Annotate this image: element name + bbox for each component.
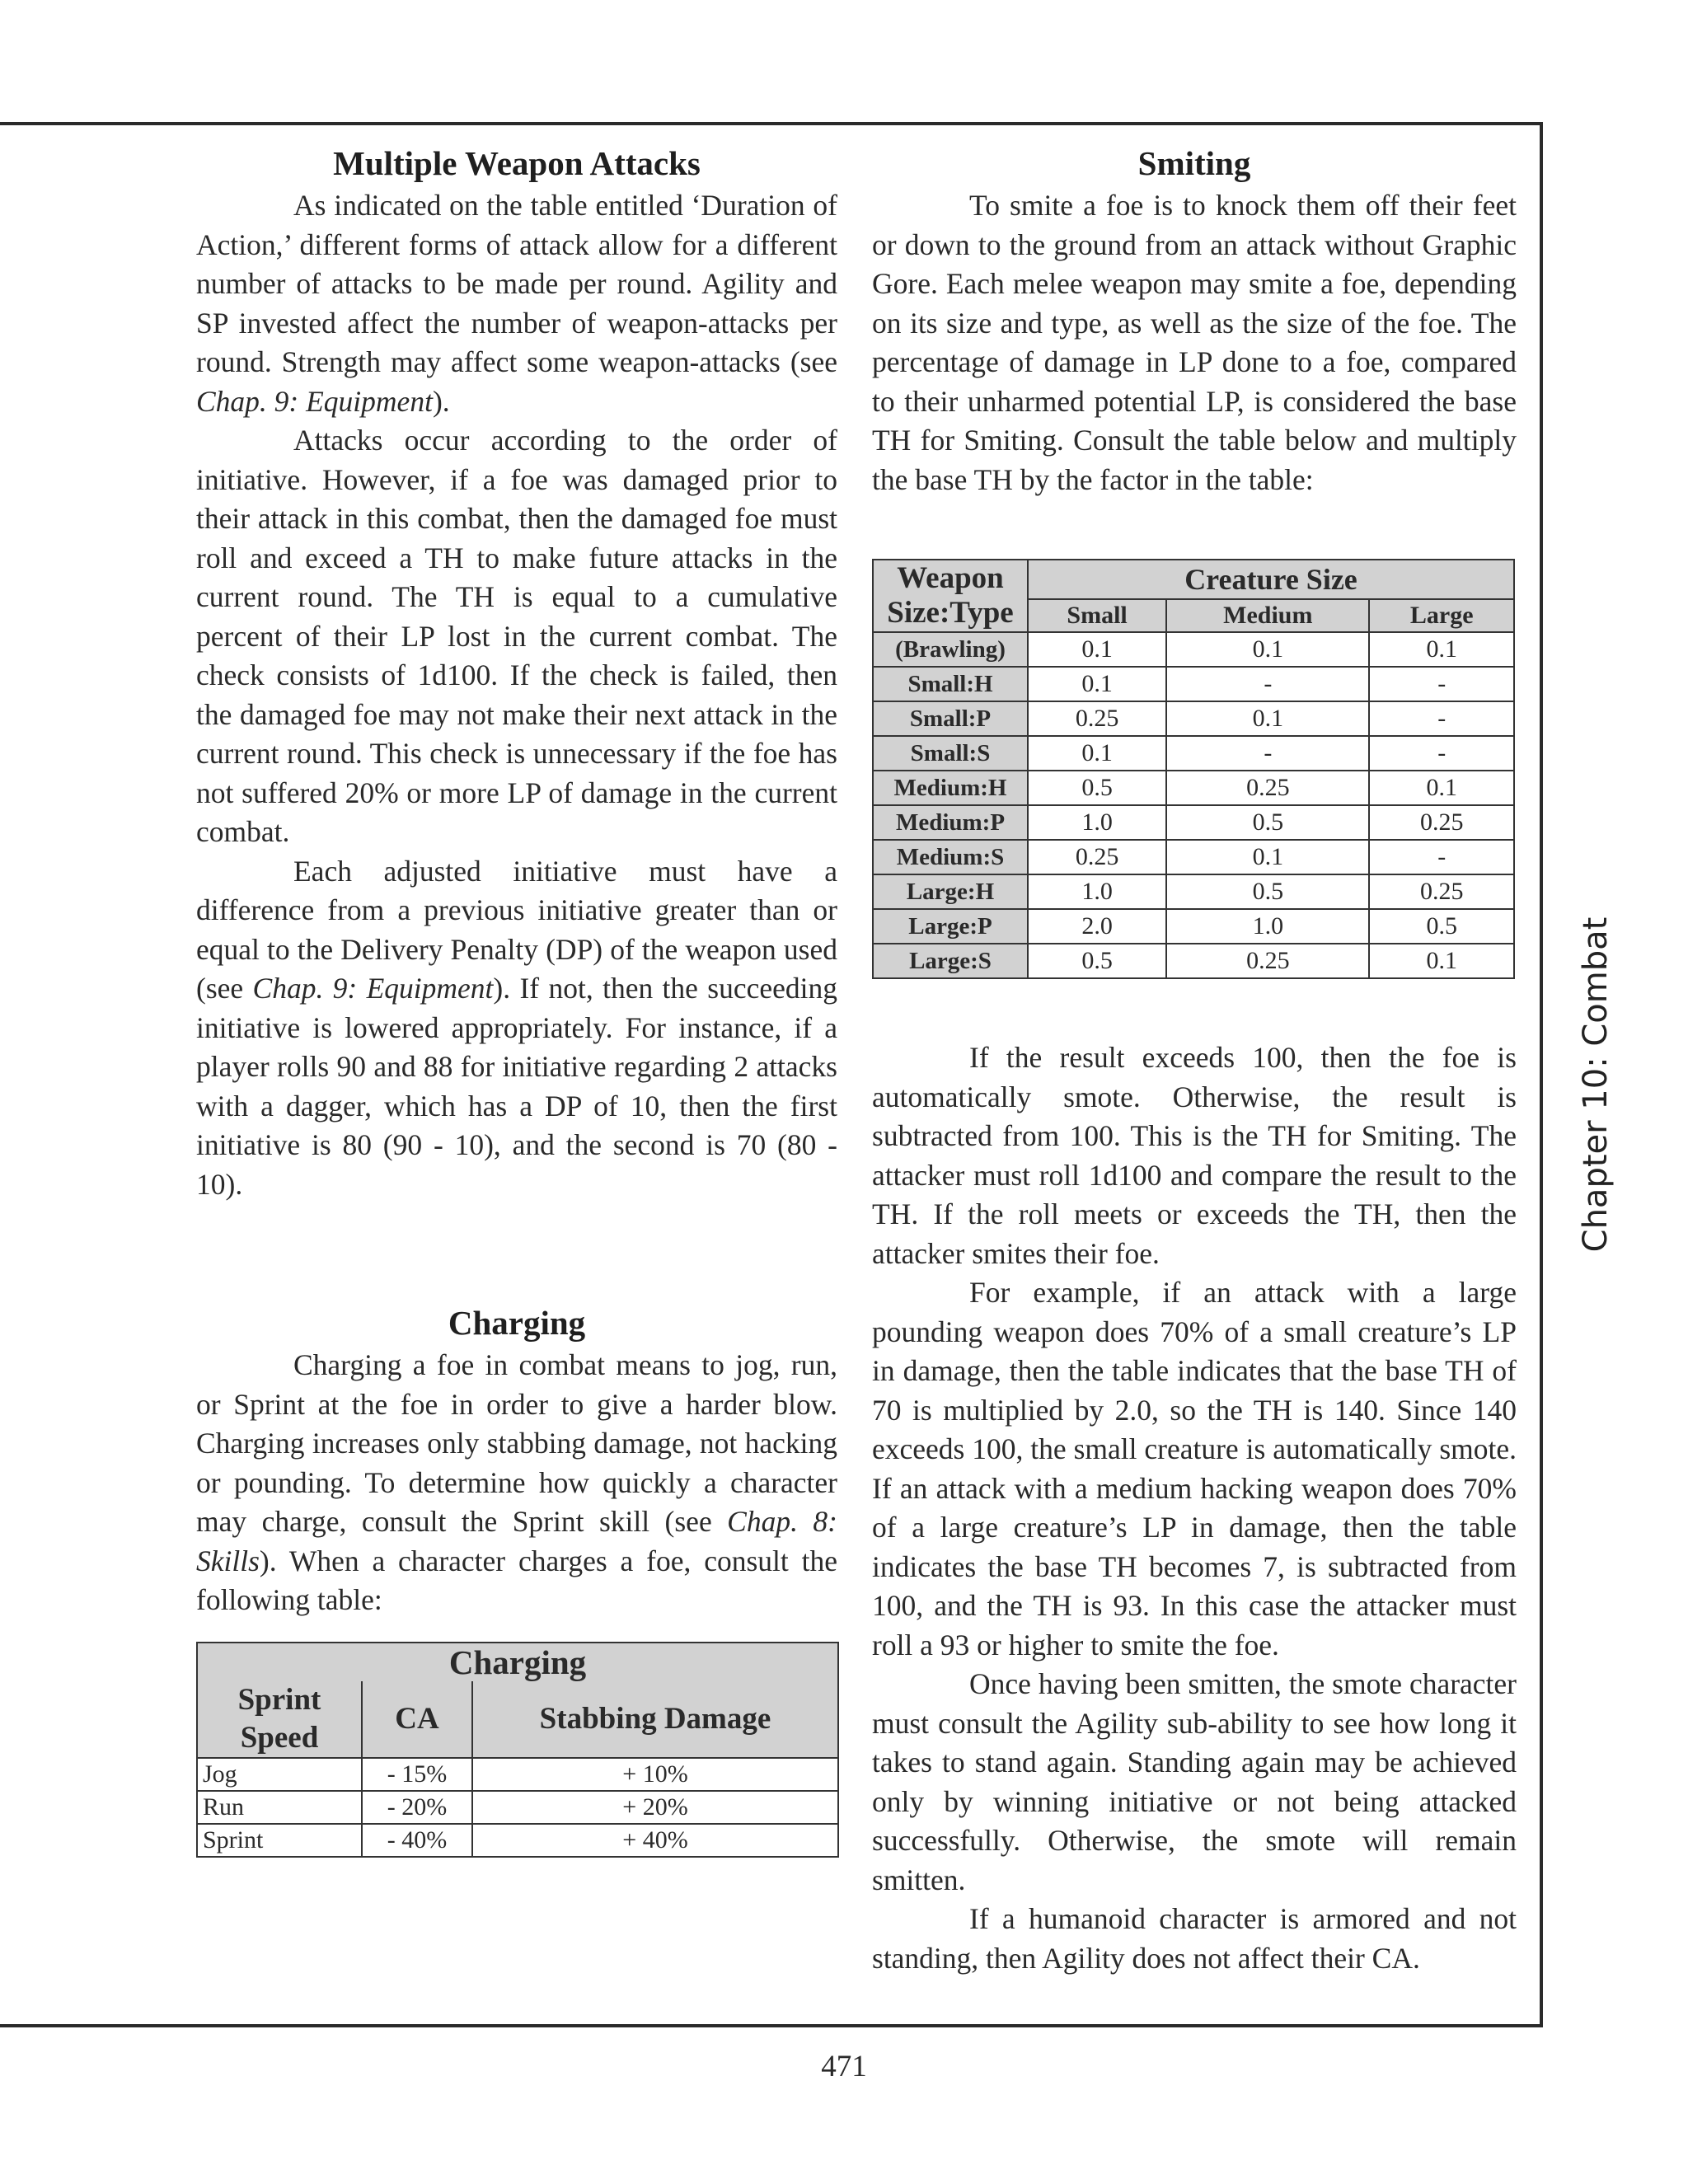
table-row bbox=[873, 632, 1514, 667]
table-cell: 0.25 bbox=[1369, 805, 1514, 840]
table-row bbox=[197, 1758, 838, 1791]
table-cell: 0.1 bbox=[1166, 701, 1369, 736]
table-cell: 0.1 bbox=[1369, 632, 1514, 667]
table-row bbox=[873, 805, 1514, 840]
table-row bbox=[873, 909, 1514, 944]
table-cell: 0.1 bbox=[1028, 632, 1166, 667]
multiple-attacks-paragraph-3: Each adjusted initiative must have a difference from a previous initiative greater than or equal to the Delivery Penalty (DP) of the weapon used (see Chap. 9: Equipment). If not, then the succeeding initiative is lowered appropriately. For instance, if a player rolls 90 and 88 for initiative regarding 2 attacks with a dagger, which has a DP of 10, then the first initiative is 80 (90 - 10), and the second is 70 (80 - 10). bbox=[196, 854, 837, 1201]
smiting-heading: Smiting bbox=[1137, 144, 1251, 182]
table-cell: - bbox=[1369, 736, 1514, 771]
row-header: Small:H bbox=[873, 667, 1028, 701]
page-number: 471 bbox=[821, 2050, 867, 2083]
table-row bbox=[873, 944, 1514, 978]
table-cell: - 20% bbox=[362, 1791, 472, 1824]
table-cell: 0.1 bbox=[1166, 840, 1369, 874]
smiting-paragraph-5: If a humanoid character is armored and not standing, then Agility does not affect their CA. bbox=[872, 1902, 1517, 1975]
table-cell: Jog bbox=[197, 1758, 362, 1791]
multiple-attacks-paragraph-1: As indicated on the table entitled ‘Duration of Action,’ different forms of attack allow for a different number of attacks to be made per round. Agility and SP invested affect the number of weapon-attacks per round. Strength may affect some weapon-attacks (see Chap. 9: Equipment). bbox=[196, 189, 837, 418]
row-header: (Brawling) bbox=[873, 632, 1028, 667]
column-header-ca: CA bbox=[362, 1681, 472, 1758]
chapter-reference: Chap. 8: Skills bbox=[196, 1505, 838, 1577]
table-row bbox=[873, 771, 1514, 805]
table-cell: - bbox=[1369, 840, 1514, 874]
frame-top-rule bbox=[0, 122, 1543, 125]
smiting-paragraph-2: If the result exceeds 100, then the foe is automatically smote. Otherwise, the result is subtracted from 100. This is the TH for Smiting. The attacker must roll 1d100 and compare the result to the TH. If the roll meets or exceeds the TH, then the attacker smites their foe. bbox=[872, 1041, 1517, 1270]
row-header: Small:P bbox=[873, 701, 1028, 736]
multiple-weapon-attacks-heading: Multiple Weapon Attacks bbox=[333, 144, 701, 182]
table-cell: 1.0 bbox=[1028, 805, 1166, 840]
table-cell: 0.5 bbox=[1166, 874, 1369, 909]
column-header-weapon-size-type: Weapon Size:Type bbox=[873, 560, 1028, 632]
column-group-creature-size: Creature Size bbox=[1028, 560, 1514, 599]
table-cell: + 20% bbox=[472, 1791, 838, 1824]
table-cell: 0.1 bbox=[1166, 632, 1369, 667]
table-cell: - bbox=[1166, 736, 1369, 771]
charging-table bbox=[196, 1642, 839, 1858]
table-cell: 0.5 bbox=[1369, 909, 1514, 944]
row-header: Medium:P bbox=[873, 805, 1028, 840]
charging-heading: Charging bbox=[448, 1304, 586, 1342]
chapter-reference: Chap. 9: Equipment bbox=[196, 384, 433, 418]
table-cell: 1.0 bbox=[1166, 909, 1369, 944]
column-header-small: Small bbox=[1028, 599, 1166, 632]
smiting-paragraph-3: For example, if an attack with a large pounding weapon does 70% of a small creature’s LP in damage, then the table indicates that the base TH of 70 is multiplied by 2.0, so the TH is 140. Since 140 exceeds 100, the small creature is automatically smote. If an attack with a medium hacking weapon does 70% of a large creature’s LP in damage, then the table indicates the base TH becomes 7, is subtracted from 100, and the TH is 93. In this case the attacker must roll a 93 or higher to smite the foe. bbox=[872, 1276, 1517, 1661]
table-cell: - bbox=[1166, 667, 1369, 701]
table-cell: 0.1 bbox=[1369, 771, 1514, 805]
row-header: Medium:S bbox=[873, 840, 1028, 874]
table-cell: - bbox=[1369, 701, 1514, 736]
table-cell: - bbox=[1369, 667, 1514, 701]
multiple-attacks-paragraph-2: Attacks occur according to the order of initiative. However, if a foe was damaged prior to their attack in this combat, then the damaged foe must roll and exceed a TH to make future attacks in the current round. The TH is equal to a cumulative percent of their LP lost in the current combat. The check consists of 1d100. If the check is failed, then the damaged foe may not make their next attack in the current round. This check is unnecessary if the foe has not suffered 20% or more LP of damage in the current combat. bbox=[196, 424, 837, 848]
right-column bbox=[872, 140, 1517, 1978]
table-cell: 0.25 bbox=[1166, 771, 1369, 805]
left-column bbox=[196, 140, 837, 1858]
row-header: Large:H bbox=[873, 874, 1028, 909]
chapter-reference: Chap. 9: Equipment bbox=[252, 972, 494, 1005]
table-cell: 0.1 bbox=[1028, 667, 1166, 701]
smiting-paragraph-4: Once having been smitten, the smote character must consult the Agility sub-ability to see how long it takes to stand again. Standing again may be achieved only by winning initiative or not being attacked successfully. Otherwise, the smote will remain smitten. bbox=[872, 1667, 1517, 1896]
table-cell: + 10% bbox=[472, 1758, 838, 1791]
table-cell: - 40% bbox=[362, 1824, 472, 1857]
smiting-paragraph-1: To smite a foe is to knock them off their feet or down to the ground from an attack without Graphic Gore. Each melee weapon may smite a foe, depending on its size and type, as well as the size of the foe. The percentage of damage in LP done to a foe, compared to their unharmed potential LP, is considered the base TH for Smiting. Consult the table below and multiply the base TH by the factor in the table: bbox=[872, 189, 1517, 496]
row-header: Small:S bbox=[873, 736, 1028, 771]
table-cell: 0.25 bbox=[1028, 701, 1166, 736]
table-cell: + 40% bbox=[472, 1824, 838, 1857]
table-cell: 0.5 bbox=[1166, 805, 1369, 840]
row-header: Large:S bbox=[873, 944, 1028, 978]
table-cell: 1.0 bbox=[1028, 874, 1166, 909]
table-cell: 0.5 bbox=[1028, 944, 1166, 978]
column-header-sprint-speed: Sprint Speed bbox=[197, 1681, 362, 1758]
chapter-side-tab bbox=[1571, 912, 1620, 1258]
table-row bbox=[197, 1791, 838, 1824]
frame-bottom-rule bbox=[0, 2024, 1543, 2027]
table-cell: 0.25 bbox=[1028, 840, 1166, 874]
smiting-table bbox=[872, 559, 1515, 979]
frame-right-rule bbox=[1540, 122, 1543, 2027]
table-cell: Run bbox=[197, 1791, 362, 1824]
column-header-large: Large bbox=[1369, 599, 1514, 632]
column-header-stabbing-damage: Stabbing Damage bbox=[472, 1681, 838, 1758]
column-header-medium: Medium bbox=[1166, 599, 1369, 632]
table-cell: 0.1 bbox=[1369, 944, 1514, 978]
table-cell: 0.25 bbox=[1166, 944, 1369, 978]
table-row bbox=[873, 874, 1514, 909]
table-cell: Sprint bbox=[197, 1824, 362, 1857]
table-row bbox=[873, 736, 1514, 771]
table-row bbox=[873, 667, 1514, 701]
table-cell: 0.5 bbox=[1028, 771, 1166, 805]
row-header: Large:P bbox=[873, 909, 1028, 944]
table-cell: 2.0 bbox=[1028, 909, 1166, 944]
charging-table-title: Charging bbox=[197, 1643, 838, 1681]
table-cell: 0.1 bbox=[1028, 736, 1166, 771]
charging-paragraph: Charging a foe in combat means to jog, run, or Sprint at the foe in order to give a harder blow. Charging increases only stabbing damage, not hacking or pounding. To determine how quickly a character may charge, consult the Sprint skill (see Chap. 8: Skills). When a character charges a foe, consult the following table: bbox=[196, 1348, 838, 1616]
table-cell: - 15% bbox=[362, 1758, 472, 1791]
row-header: Medium:H bbox=[873, 771, 1028, 805]
table-row bbox=[197, 1824, 838, 1857]
chapter-label: Chapter 10: Combat bbox=[1577, 916, 1615, 1253]
table-cell: 0.25 bbox=[1369, 874, 1514, 909]
table-row bbox=[873, 840, 1514, 874]
table-row bbox=[873, 701, 1514, 736]
